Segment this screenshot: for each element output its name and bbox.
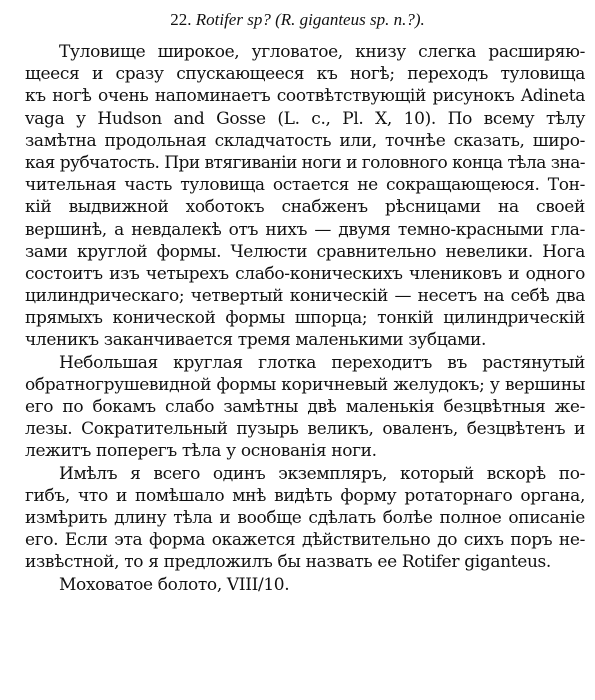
text-line: членикъ заканчивается тремя маленькими зубцами. — [25, 330, 486, 351]
text-line: Туловище широкое, угловатое, книзу слегка расширяю- — [59, 42, 585, 62]
text-line: измѣрить длину тѣла и вообще сдѣлать болѣе полное описаніе — [25, 507, 585, 528]
species-name: Rotifer sp? (R. giganteus sp. n.?). — [195, 10, 425, 29]
text-line: его по бокамъ слабо замѣтны двѣ маленькія безцвѣтныя же- — [25, 397, 585, 417]
text-line: замѣтна продольная складчатость или, точнѣе сказать, широ- — [25, 130, 585, 151]
text-line: состоитъ изъ четырехъ слабо-коническихъ члениковъ и одного — [25, 263, 585, 284]
text-line: зами круглой формы. Челюсти сравнительно невелики. Нога — [25, 241, 585, 262]
text-line: щееся и сразу спускающееся къ ногѣ; переходъ туловища — [25, 64, 585, 85]
text-line: цилиндрическаго; четвертый коническій — несетъ на себѣ два — [25, 286, 585, 307]
text-line: къ ногѣ очень напоминаетъ соотвѣтствующій рисунокъ Adineta — [25, 86, 585, 107]
text-line: кая рубчатость. При втягиваніи ноги и головного конца тѣла зна- — [25, 152, 585, 173]
text-line: извѣстной, то я предложилъ бы назвать ее Rotifer giganteus. — [25, 552, 551, 573]
text-line: кій выдвижной хоботокъ снабженъ рѣсницами на своей — [25, 197, 585, 218]
text-line: вершинѣ, а невдалекѣ отъ нихъ — двумя темно-красными гла- — [25, 219, 585, 240]
text-line: обратногрушевидной формы коричневый желудокъ; у вершины — [25, 374, 585, 395]
section-number: 22. — [170, 10, 192, 29]
body-text — [25, 41, 585, 596]
locality-line: Моховатое болото, VIII/10. — [59, 574, 290, 595]
text-line: гибъ, что и помѣшало мнѣ видѣть форму ротаторнаго органа, — [25, 485, 585, 506]
text-line: чительная часть туловища остается не сокращающеюся. Тон- — [25, 175, 585, 196]
text-line: Небольшая круглая глотка переходитъ въ растянутый — [59, 352, 585, 373]
text-line: лезы. Сократительный пузырь великъ, оваленъ, безцвѣтенъ и — [25, 419, 585, 440]
section-heading — [0, 8, 595, 32]
text-line: прямыхъ конической формы шпорца; тонкій цилиндрическій — [25, 308, 585, 329]
text-line: его. Если эта форма окажется дѣйствительно до сихъ поръ не- — [25, 530, 585, 551]
text-line: Имѣлъ я всего одинъ экземпляръ, который вскорѣ по- — [59, 463, 585, 484]
text-line: vaga у Hudson and Gosse (L. c., Pl. X, 10). По всему тѣлу — [25, 108, 585, 129]
text-line: лежитъ поперегъ тѣла у основанія ноги. — [25, 441, 377, 462]
